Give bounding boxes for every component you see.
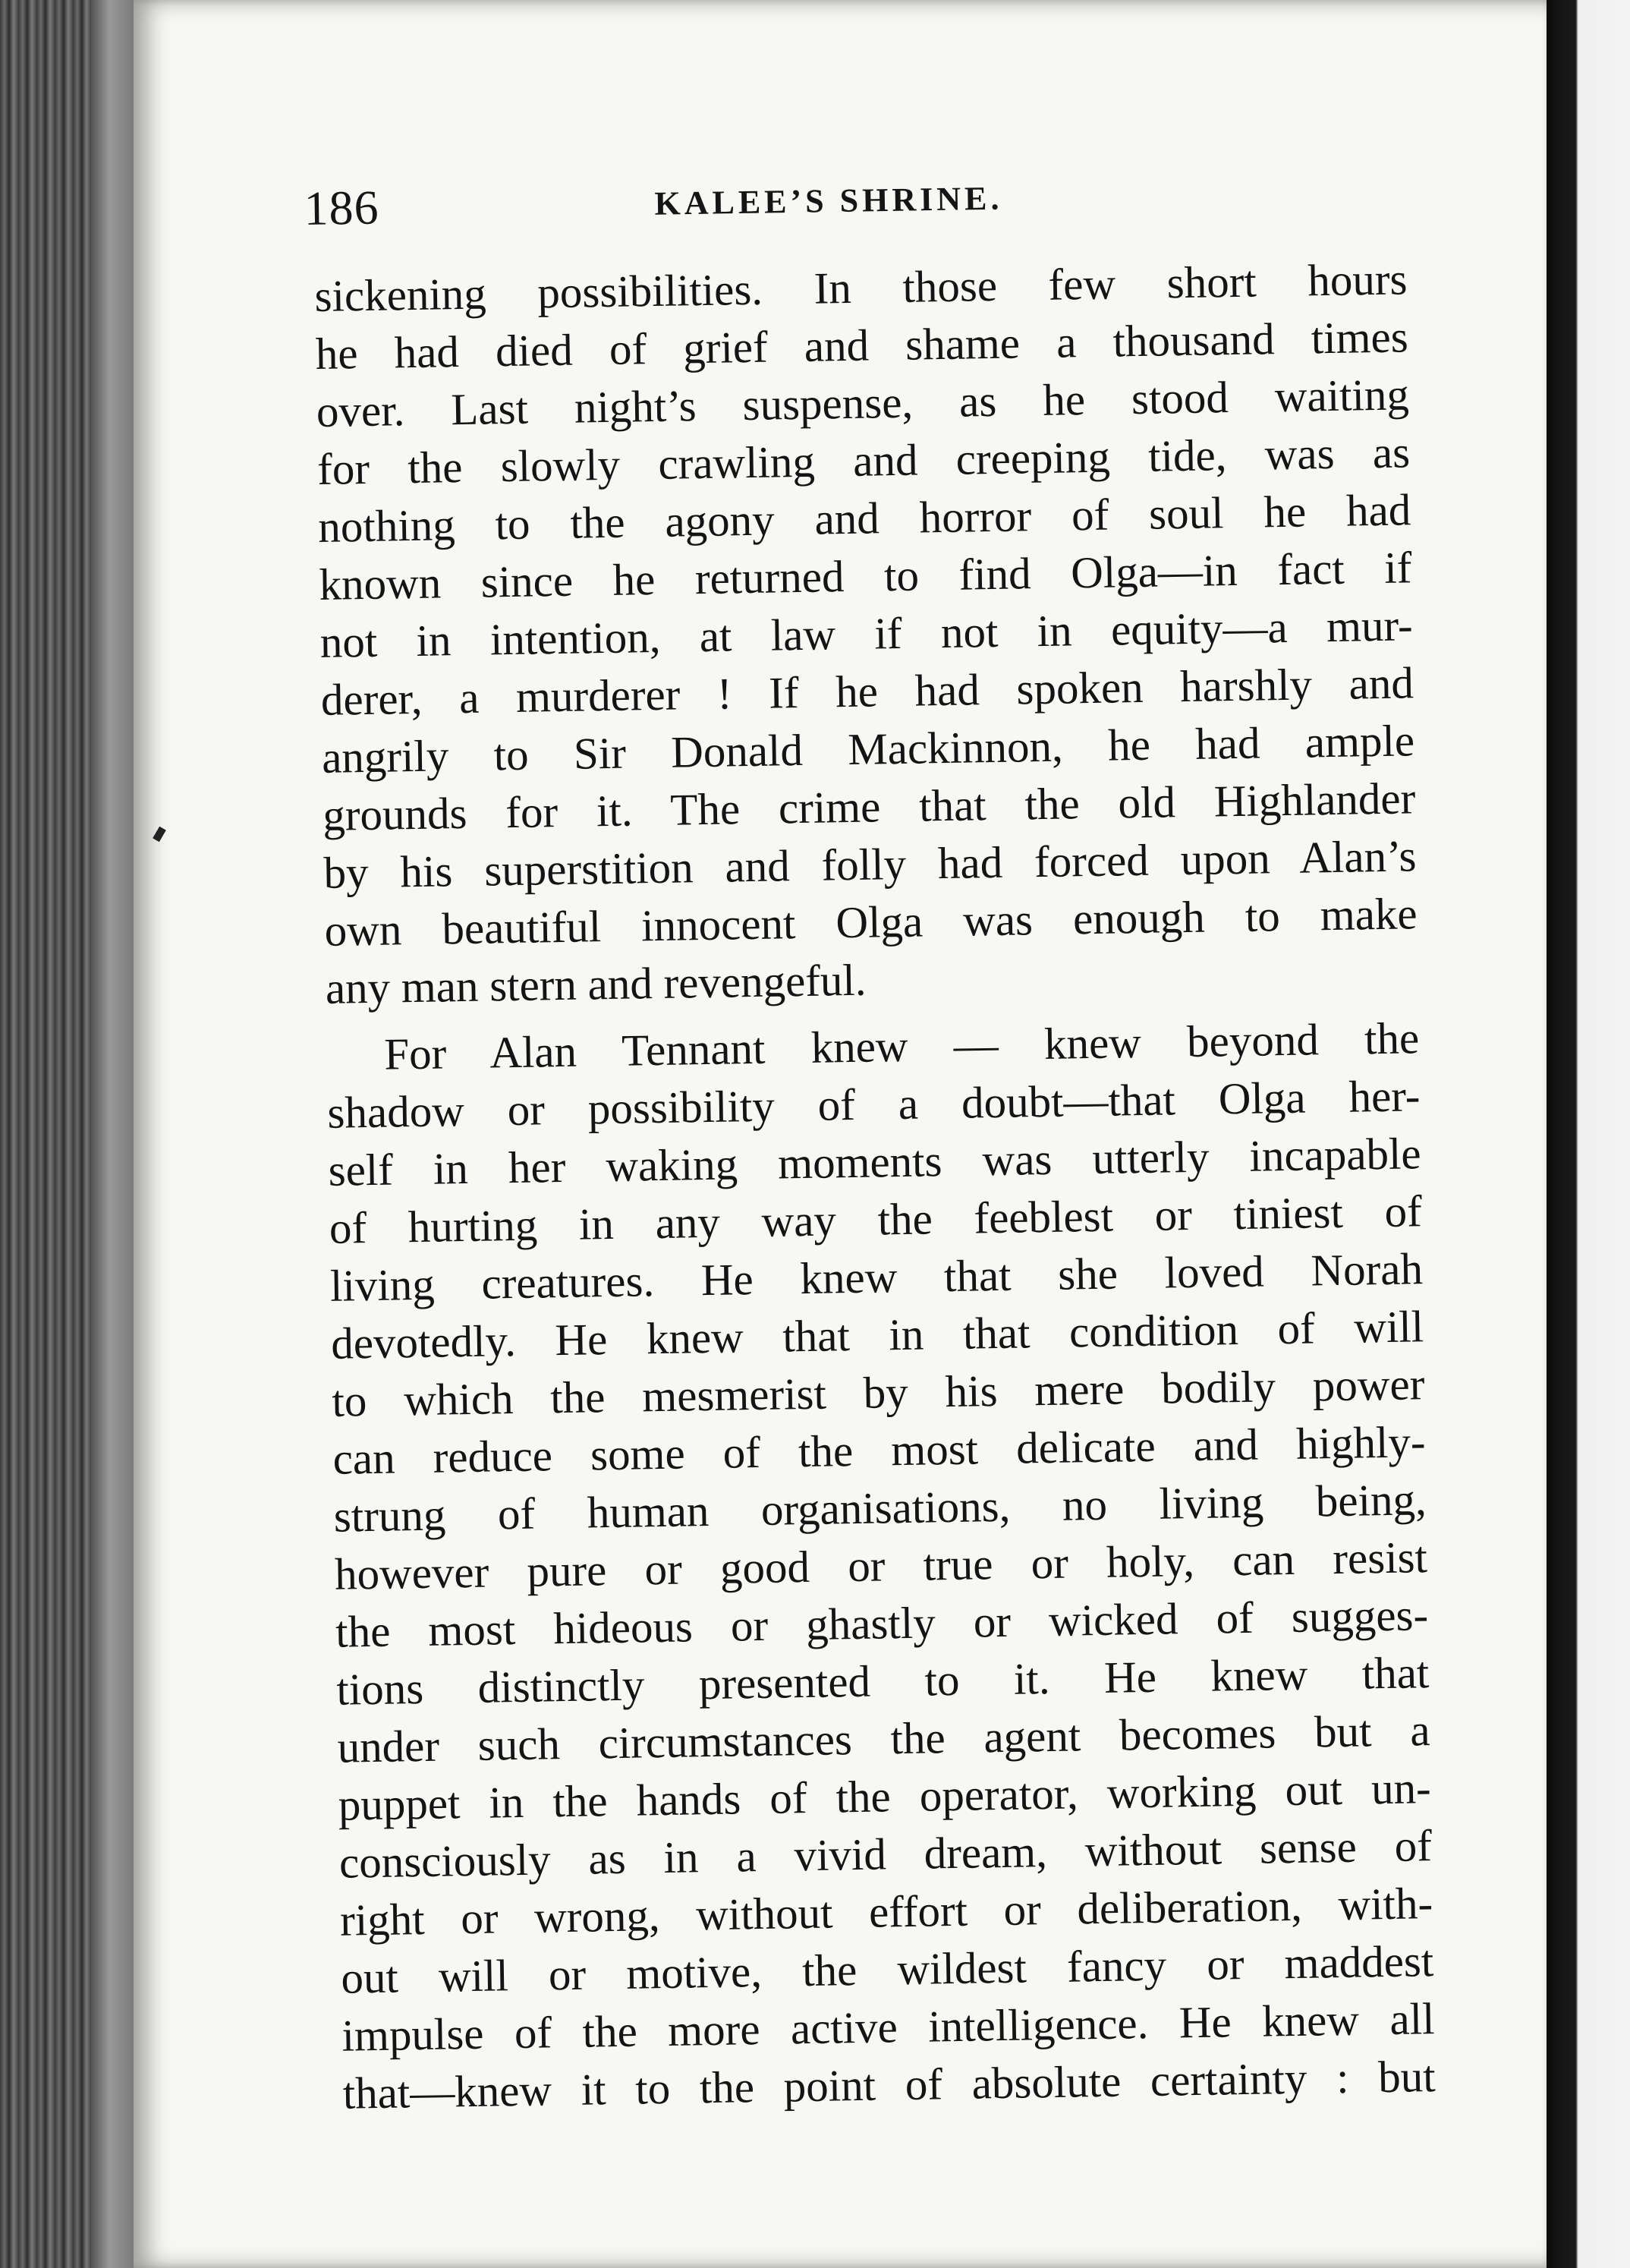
text-line: living creatures. He knew that she loved Norah: [329, 1243, 1424, 1311]
running-title: KALEE’S SHRINE.: [654, 179, 1003, 222]
text-line: devotedly. He knew that in that condition of will: [330, 1301, 1424, 1369]
right-page-edge: [1553, 0, 1630, 2268]
text-line: nothing to the agony and horror of soul he had: [317, 484, 1411, 552]
text-line: right or wrong, without effort or deliberation, with-: [339, 1878, 1433, 1945]
text-line: not in intention, at law if not in equity—a mur-: [319, 600, 1414, 667]
text-line: consciously as in a vivid dream, without sense of: [338, 1820, 1433, 1888]
text-line: angrily to Sir Donald Mackinnon, he had ample: [321, 715, 1415, 783]
page-stack-highlight: [91, 0, 137, 2268]
paragraph-1: [314, 250, 1449, 1017]
text-line: self in her waking moments was utterly incapable: [328, 1128, 1422, 1195]
text-line: grounds for it. The crime that the old Highlander: [322, 773, 1416, 840]
text-line: over. Last night’s suspense, as he stood waiting: [316, 369, 1410, 436]
text-line: to which the mesmerist by his mere bodily power: [331, 1359, 1425, 1426]
text-line: by his superstition and folly had forced upon Alan’s: [323, 830, 1417, 898]
paragraph-2: [326, 1009, 1466, 2122]
text-line: under such circumstances the agent becomes but a: [337, 1705, 1430, 1772]
page-stack-edge: [0, 0, 137, 2268]
text-line: tions distinctly presented to it. He knew that: [335, 1647, 1430, 1715]
text-line: derer, a murderer ! If he had spoken harshly and: [320, 657, 1414, 725]
text-line: however pure or good or true or holy, can resist: [334, 1532, 1428, 1599]
text-line: that—knew it to the point of absolute certainty : but: [342, 2051, 1436, 2118]
body-text: [314, 250, 1466, 2122]
text-line: out will or motive, the wildest fancy or maddest: [340, 1936, 1434, 2003]
text-line: the most hideous or ghastly or wicked of sugges-: [335, 1589, 1429, 1657]
text-line: impulse of the more active intelligence. He knew all: [341, 1993, 1435, 2061]
text-line: For Alan Tennant knew — knew beyond the: [383, 1013, 1420, 1079]
text-line: strung of human organisations, no living being,: [333, 1474, 1427, 1542]
text-line: any man stern and revengeful.: [325, 954, 867, 1013]
text-line: sickening possibilities. In those few short hours: [314, 254, 1408, 321]
text-line: of hurting in any way the feeblest or tiniest of: [329, 1186, 1423, 1253]
binding-shadow-line: [1547, 0, 1553, 2268]
text-line: for the slowly crawling and creeping tide, was as: [316, 427, 1411, 494]
text-line: puppet in the hands of the operator, working out un-: [338, 1762, 1432, 1830]
text-line: known since he returned to find Olga—in fact if: [319, 542, 1412, 610]
page-number: 186: [304, 180, 380, 235]
text-line: can reduce some of the most delicate and highly-: [332, 1416, 1427, 1484]
text-line: he had died of grief and shame a thousand times: [315, 311, 1409, 379]
text-line: shadow or possibility of a doubt—that Olga her-: [326, 1070, 1421, 1138]
text-line: own beautiful innocent Olga was enough to make: [324, 888, 1418, 956]
